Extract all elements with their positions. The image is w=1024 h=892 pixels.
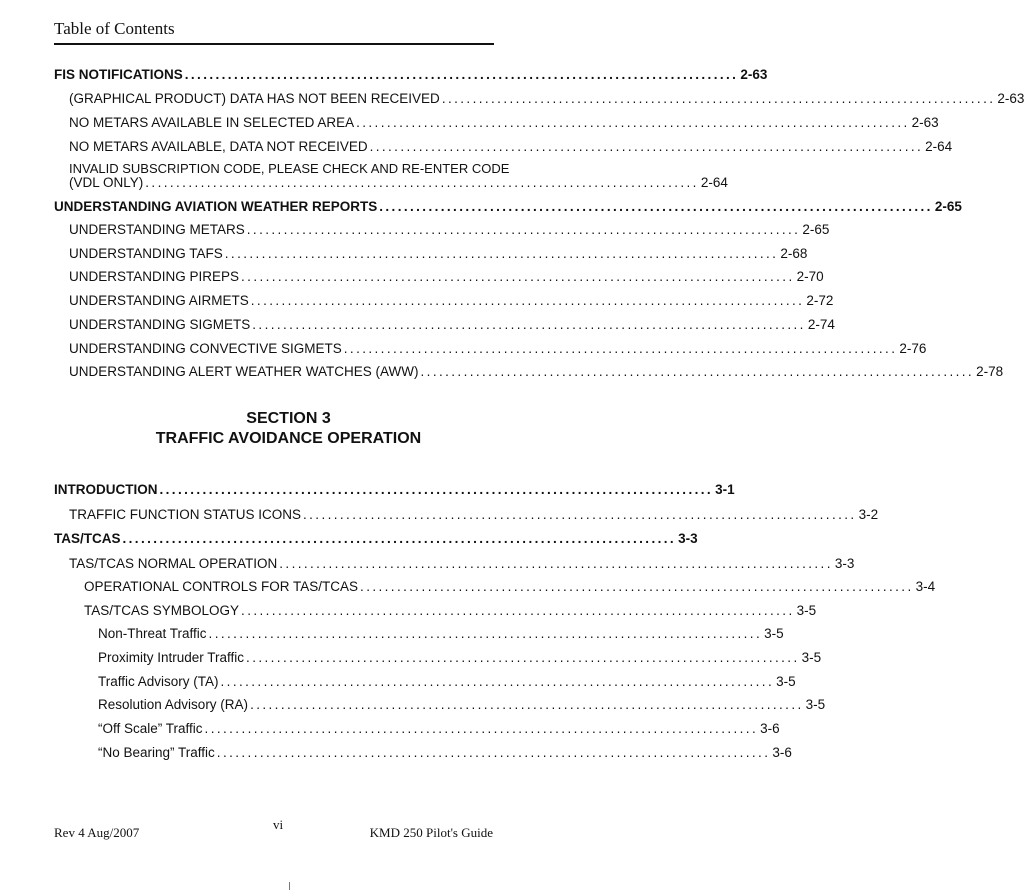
toc-entry[interactable] bbox=[98, 626, 784, 641]
toc-entry-label: NO METARS AVAILABLE IN SELECTED AREA bbox=[69, 115, 355, 130]
toc-entry-page: 3-4 bbox=[915, 579, 936, 594]
toc-dot-leader: .......................................................................................... bbox=[360, 579, 914, 594]
footer-guide-title: KMD 250 Pilot's Guide bbox=[369, 825, 493, 840]
toc-dot-leader: .......................................................................................... bbox=[184, 67, 739, 82]
toc-dot-leader: .......................................................................................... bbox=[224, 246, 779, 261]
toc-entry[interactable] bbox=[98, 721, 780, 736]
toc-dot-leader: .......................................................................................... bbox=[379, 199, 933, 214]
toc-heading-entry[interactable] bbox=[54, 67, 768, 82]
toc-entry[interactable] bbox=[69, 91, 1024, 106]
toc-entry[interactable] bbox=[69, 222, 830, 237]
toc-heading-entry[interactable] bbox=[54, 482, 735, 497]
toc-dot-leader: .......................................................................................... bbox=[241, 269, 795, 284]
toc-entry[interactable] bbox=[98, 745, 792, 760]
toc-entry-page: 3-3 bbox=[834, 556, 855, 571]
toc-dot-leader: .......................................................................................... bbox=[420, 364, 975, 379]
toc-entry-label: Non-Threat Traffic bbox=[98, 626, 207, 641]
toc-entry[interactable] bbox=[84, 579, 936, 594]
toc-entry-page: 2-74 bbox=[807, 317, 835, 332]
toc-dot-leader: .......................................................................................... bbox=[252, 317, 806, 332]
page-header-title: Table of Contents bbox=[54, 19, 175, 38]
toc-entry[interactable] bbox=[69, 317, 835, 332]
toc-dot-leader: .......................................................................................... bbox=[356, 115, 910, 130]
toc-dot-leader: .......................................................................................... bbox=[343, 341, 898, 356]
toc-entry-label: TRAFFIC FUNCTION STATUS ICONS bbox=[69, 507, 301, 522]
toc-entry-label: TAS/TCAS NORMAL OPERATION bbox=[69, 556, 278, 571]
toc-heading-entry[interactable] bbox=[54, 531, 698, 546]
footer-revision: Rev 4 Aug/2007 bbox=[54, 825, 140, 840]
toc-entry-label: UNDERSTANDING METARS bbox=[69, 222, 245, 237]
toc-entry[interactable] bbox=[69, 507, 879, 522]
header-rule bbox=[54, 43, 494, 45]
toc-entry-label: FIS NOTIFICATIONS bbox=[54, 67, 183, 82]
toc-entry-page: 3-5 bbox=[805, 697, 826, 712]
toc-dot-leader: .......................................................................................... bbox=[279, 556, 833, 571]
toc-entry[interactable] bbox=[69, 341, 927, 356]
toc-dot-leader: .......................................................................................... bbox=[246, 650, 800, 665]
toc-entry-page: 3-5 bbox=[776, 674, 796, 689]
toc-entry-page: 3-5 bbox=[801, 650, 822, 665]
toc-entry-label: UNDERSTANDING AIRMETS bbox=[69, 293, 249, 308]
toc-entry-page: 2-76 bbox=[899, 341, 927, 356]
toc-entry-label: UNDERSTANDING CONVECTIVE SIGMETS bbox=[69, 341, 342, 356]
toc-entry-page: 2-63 bbox=[740, 67, 768, 82]
toc-dot-leader: .......................................................................................... bbox=[216, 745, 771, 760]
toc-entry[interactable] bbox=[69, 175, 728, 190]
crop-mark bbox=[289, 882, 290, 890]
toc-entry[interactable] bbox=[98, 697, 826, 712]
toc-entry-label: INTRODUCTION bbox=[54, 482, 158, 497]
toc-entry-page: 3-3 bbox=[678, 531, 698, 546]
toc-entry-page: 2-72 bbox=[806, 293, 834, 308]
toc-entry-page: 2-64 bbox=[700, 175, 728, 190]
toc-dot-leader: .......................................................................................... bbox=[246, 222, 801, 237]
toc-entry-page: 3-2 bbox=[858, 507, 879, 522]
toc-dot-leader: .......................................................................................... bbox=[250, 697, 804, 712]
toc-entry[interactable] bbox=[69, 246, 808, 261]
section-number: SECTION 3 bbox=[246, 410, 331, 427]
toc-dot-leader: .......................................................................................... bbox=[208, 626, 763, 641]
toc-entry-page: 2-63 bbox=[997, 91, 1024, 106]
toc-entry-label: OPERATIONAL CONTROLS FOR TAS/TCAS bbox=[84, 579, 359, 594]
toc-dot-leader: .......................................................................................... bbox=[241, 603, 795, 618]
toc-entry-label: UNDERSTANDING SIGMETS bbox=[69, 317, 251, 332]
toc-entry-page: 3-5 bbox=[764, 626, 784, 641]
toc-entry-page: 3-1 bbox=[715, 482, 735, 497]
toc-entry-page: 2-70 bbox=[796, 269, 824, 284]
toc-entry-label: NO METARS AVAILABLE, DATA NOT RECEIVED bbox=[69, 139, 368, 154]
section-title: TRAFFIC AVOIDANCE OPERATION bbox=[155, 430, 422, 447]
toc-entry-label: Proximity Intruder Traffic bbox=[98, 650, 245, 665]
toc-entry-label: Resolution Advisory (RA) bbox=[98, 697, 249, 712]
toc-dot-leader: .......................................................................................... bbox=[220, 674, 775, 689]
footer-page-number: vi bbox=[273, 817, 284, 832]
toc-entry-page: 2-65 bbox=[934, 199, 962, 214]
toc-entry-label: “No Bearing” Traffic bbox=[98, 745, 215, 760]
toc-entry[interactable] bbox=[98, 650, 822, 665]
toc-entry-label: UNDERSTANDING AVIATION WEATHER REPORTS bbox=[54, 199, 378, 214]
toc-dot-leader: .......................................................................................... bbox=[250, 293, 805, 308]
toc-entry-page: 3-6 bbox=[760, 721, 780, 736]
toc-entry[interactable] bbox=[84, 603, 817, 618]
toc-entry-page: 3-6 bbox=[772, 745, 792, 760]
toc-entry[interactable] bbox=[69, 556, 855, 571]
toc-dot-leader: .......................................................................................... bbox=[441, 91, 996, 106]
toc-entry-page: 3-5 bbox=[796, 603, 817, 618]
toc-entry[interactable] bbox=[69, 364, 1004, 379]
toc-entry[interactable] bbox=[69, 139, 953, 154]
toc-dot-leader: .......................................................................................... bbox=[369, 139, 924, 154]
toc-dot-leader: .......................................................................................... bbox=[145, 175, 699, 190]
toc-entry-page: 2-63 bbox=[911, 115, 939, 130]
toc-entry-page: 2-68 bbox=[780, 246, 808, 261]
toc-dot-leader: .......................................................................................... bbox=[303, 507, 857, 522]
toc-entry-label-line1: INVALID SUBSCRIPTION CODE, PLEASE CHECK AND RE-ENTER CODE bbox=[69, 161, 510, 176]
toc-entry[interactable] bbox=[69, 269, 824, 284]
toc-entry-label: Traffic Advisory (TA) bbox=[98, 674, 219, 689]
toc-entry-page: 2-65 bbox=[802, 222, 830, 237]
toc-dot-leader: .......................................................................................... bbox=[122, 531, 677, 546]
toc-entry-label: UNDERSTANDING PIREPS bbox=[69, 269, 240, 284]
toc-entry-page: 2-64 bbox=[925, 139, 953, 154]
toc-dot-leader: .......................................................................................... bbox=[159, 482, 714, 497]
toc-dot-leader: .......................................................................................... bbox=[204, 721, 759, 736]
toc-entry-label: (GRAPHICAL PRODUCT) DATA HAS NOT BEEN RECEIVED bbox=[69, 91, 440, 106]
toc-entry-label: UNDERSTANDING ALERT WEATHER WATCHES (AWW) bbox=[69, 364, 419, 379]
toc-entry-label: “Off Scale” Traffic bbox=[98, 721, 203, 736]
toc-entry-label: (VDL ONLY) bbox=[69, 175, 144, 190]
toc-entry-label: UNDERSTANDING TAFS bbox=[69, 246, 223, 261]
toc-entry[interactable] bbox=[69, 115, 939, 130]
toc-entry-label: TAS/TCAS SYMBOLOGY bbox=[84, 603, 240, 618]
toc-heading-entry[interactable] bbox=[54, 199, 962, 214]
toc-entry-label: TAS/TCAS bbox=[54, 531, 121, 546]
toc-entry[interactable] bbox=[98, 674, 796, 689]
toc-entry[interactable] bbox=[69, 293, 834, 308]
toc-entry-page: 2-78 bbox=[976, 364, 1004, 379]
